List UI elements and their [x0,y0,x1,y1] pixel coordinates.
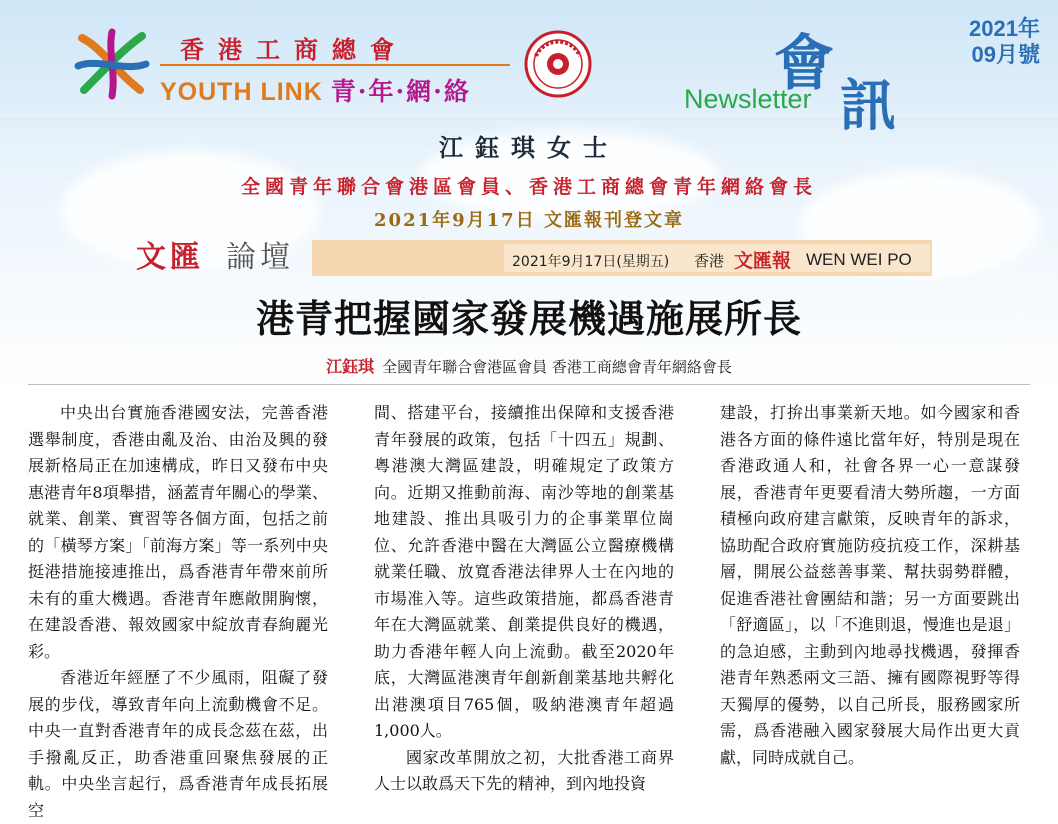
youth-link-logo-icon [72,28,152,100]
article-column-3 [720,400,1020,771]
paragraph: 中央出台實施香港國安法，完善香港選舉制度，香港由亂及治、由治及興的發展新格局正在加速構成，昨日又發布中央惠港青年8項舉措，涵蓋青年關心的學業、就業、創業、實習等各個方面，包括之前的「橫琴方案」「前海方案」等一系列中央挺港措施接連推出，爲香港青年帶來前所未有的重大機遇。香港青年應敞開胸懷，在建設香港、報效國家中綻放青春絢麗光彩。 [28,403,328,661]
article-column-1 [28,400,328,824]
newsletter-char-1: 會 [774,29,834,99]
youth-link-en: YOUTH LINK [160,78,323,106]
header-divider [0,118,1058,120]
issue-date [969,16,1040,68]
logo-divider [160,64,510,66]
org-name: 香港工商總會 [180,35,408,64]
banner-place: 香港 [694,252,725,270]
paper-logo-cn: 文匯報 [734,250,792,272]
issue-month: 09月號 [971,42,1040,67]
paper-name-en: WEN WEI PO [806,250,912,269]
column-name-wenwei: 文匯 [136,240,204,275]
byline-author: 江鈺琪 [326,357,375,376]
banner-date: 2021年9月17日(星期五) [512,254,670,270]
issue-year: 2021年 [969,16,1040,41]
paragraph: 國家改革開放之初，大批香港工商界人士以敢爲天下先的精神，到內地投資 [374,747,674,793]
byline [0,354,1058,377]
author-positions: 全國青年聯合會港區會員、香港工商總會青年網絡會長 [240,176,817,198]
paragraph: 建設，打拚出事業新天地。如今國家和香港各方面的條件遠比當年好，特別是現在香港政通人和，社會各界一心一意謀發展，香港青年更要看清大勢所趨，一方面積極向政府建言獻策，反映青年的訴求，協助配合政府實施防疫抗疫工作，深耕基層，開展公益慈善事業、幫扶弱勢群體，促進香港社會團結和諧；另一方面要跳出「舒適區」，以「不進則退，慢進也是退」的急迫感，主動到內地尋找機遇，發揮香港青年熟悉兩文三語、擁有國際視野等得天獨厚的優勢，以自己所長，服務國家所需，爲香港融入國家發展大局作出更大貢獻，同時成就自己。 [720,403,1020,767]
newsletter-char-2: 訊 [840,74,896,139]
youth-link-name [160,72,471,108]
column-name-forum: 論壇 [226,240,294,275]
newsletter-label: Newsletter [684,84,812,114]
paragraph: 間、搭建平台，接續推出保障和支援香港青年發展的政策，包括「十四五」規劃、粵港澳大灣區建設，明確規定了政策方向。近期又推動前海、南沙等地的創業基地建設、推出具吸引力的企事業單位崗位、允許香港中醫在大灣區公立醫療機構就業任職、放寬香港法律界人士在內地的市場准入等。這些政策措施，都爲香港青年在大灣區就業、創業提供良好的機遇，助力香港年輕人向上流動。截至2020年底，大灣區港澳青年創新創業基地共孵化出港澳項目765個，吸納港澳青年超過1,000人。 [374,403,674,740]
publication-note: 2021年9月17日 文匯報刊登文章 [374,210,684,231]
byline-title: 全國青年聯合會港區會員 香港工商總會青年網絡會長 [382,358,732,376]
author-name-title: 江鈺琪女士 [439,133,619,162]
youth-link-cn: 青·年·網·絡 [330,77,471,106]
article-headline: 港青把握國家發展機遇施展所長 [255,297,802,341]
paragraph: 香港近年經歷了不少風雨，阻礙了發展的步伐，導致青年向上流動機會不足。中央一直對香港青年的成長念茲在茲，出手撥亂反正，助香港重回聚焦發展的正軌。中央坐言起行，爲香港青年成長拓展空 [28,668,328,820]
byline-rule [28,384,1030,385]
article-column-2 [374,400,674,798]
chamber-seal-icon [524,30,592,98]
